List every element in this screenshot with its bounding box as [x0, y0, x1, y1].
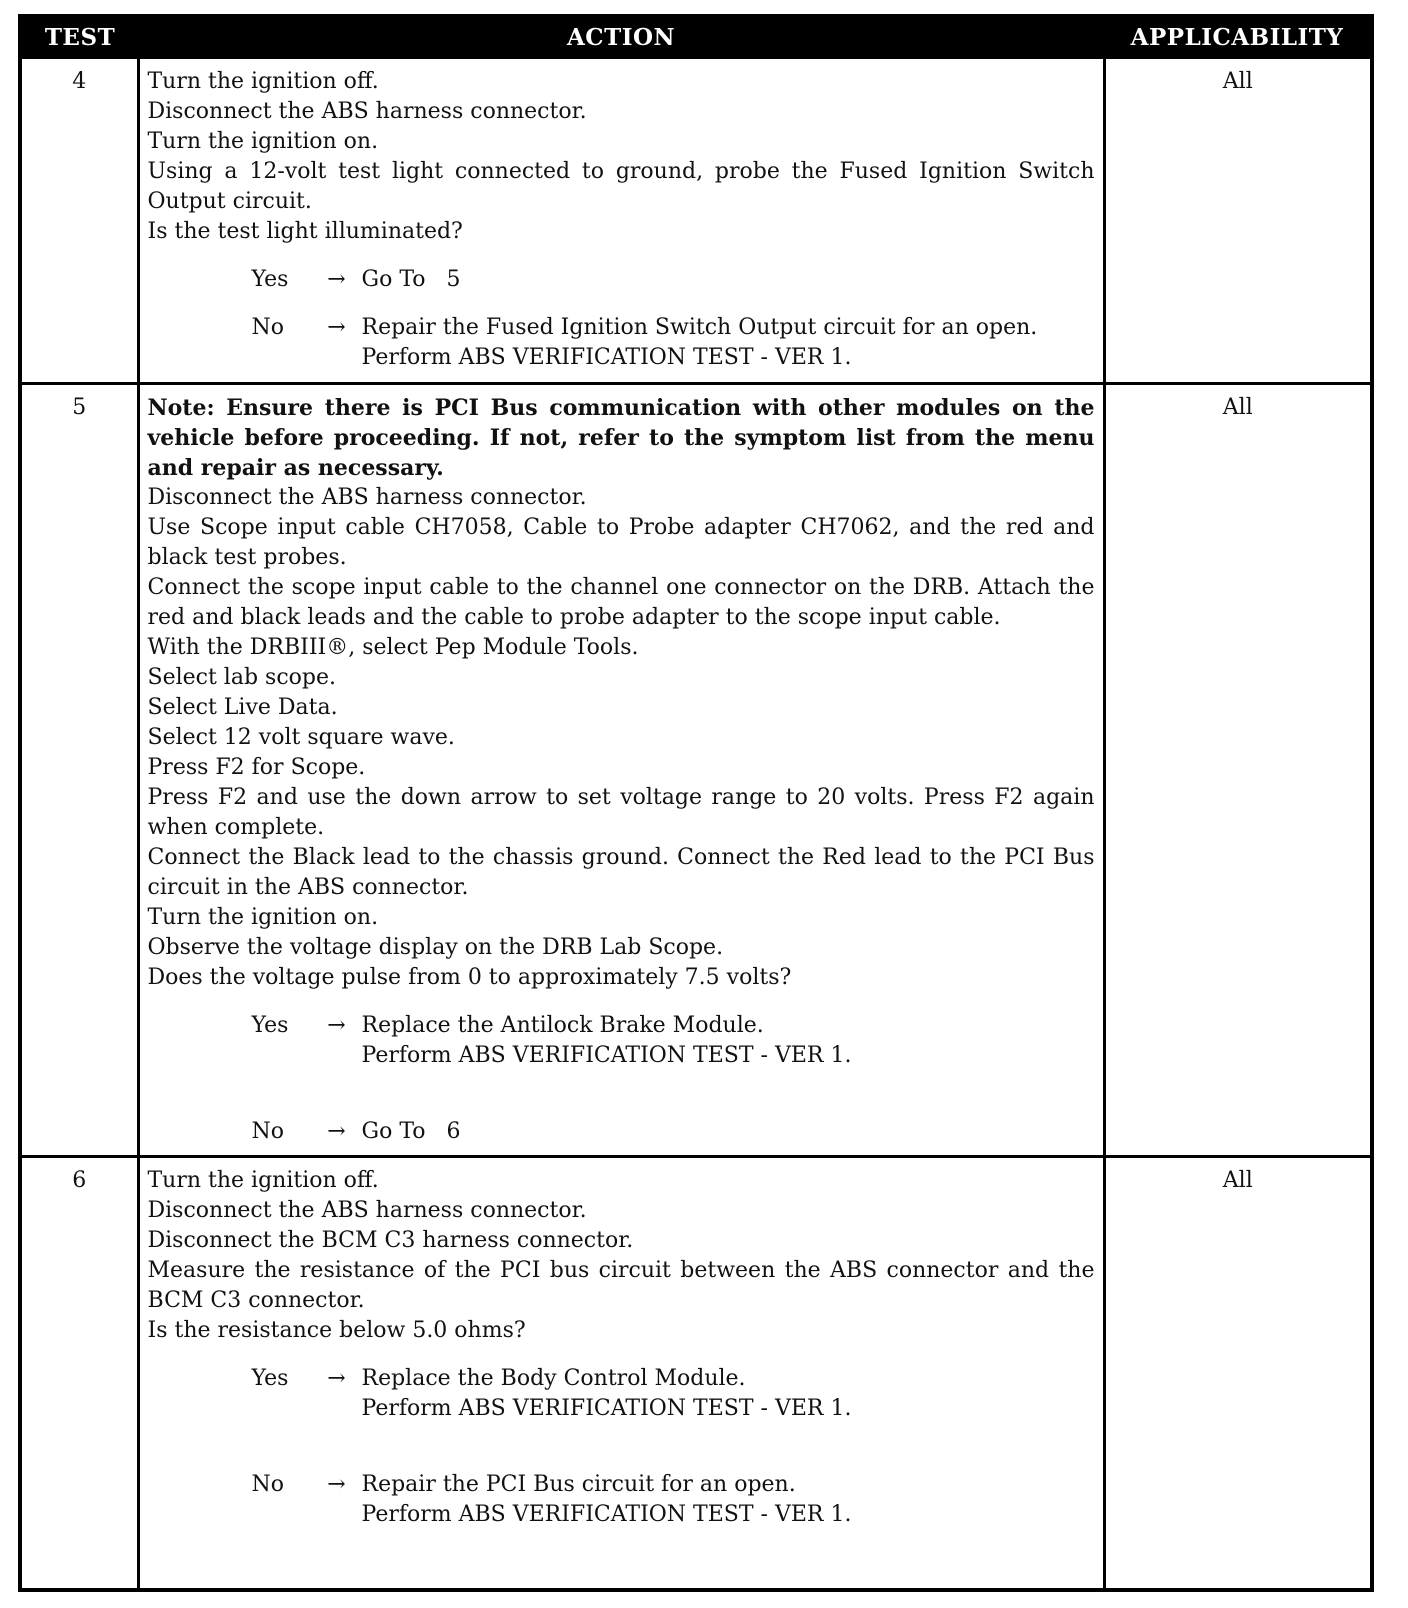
table-row-test-4 — [22, 58, 1370, 384]
action-cell — [138, 58, 1104, 384]
action-cell — [138, 384, 1104, 1157]
right-arrow-icon: → — [327, 1366, 346, 1391]
action-step: Using a 12-volt test light connected to ground, probe the Fused Ignition Switch Output circuit. — [147, 159, 1095, 214]
action-step: Connect the scope input cable to the channel one connector on the DRB. Attach the red and black leads and the cable to probe adapter to the scope input cable. — [147, 575, 1095, 630]
diagnostic-table-frame — [18, 14, 1374, 1592]
action-cell — [138, 1157, 1104, 1589]
header-applicability: APPLICABILITY — [1104, 18, 1370, 58]
action-step: Disconnect the ABS harness connector. — [147, 1198, 587, 1223]
table-row-test-6 — [22, 1157, 1370, 1589]
yes-label: Yes — [251, 1366, 289, 1391]
action-step: Disconnect the BCM C3 harness connector. — [147, 1228, 634, 1253]
outcome-line: Perform ABS VERIFICATION TEST - VER 1. — [361, 1043, 852, 1068]
no-result — [252, 313, 1095, 373]
yes-label: Yes — [251, 1013, 289, 1038]
yes-outcome — [362, 1364, 1095, 1424]
action-step: Use Scope input cable CH7058, Cable to Probe adapter CH7062, and the red and black test probes. — [147, 515, 1095, 570]
outcome-line: Go To 5 — [361, 267, 461, 292]
action-step: Turn the ignition on. — [147, 905, 379, 930]
right-arrow-icon: → — [327, 315, 346, 340]
outcome-line: Replace the Antilock Brake Module. — [361, 1013, 764, 1038]
outcome-line: Replace the Body Control Module. — [361, 1366, 746, 1391]
action-step: Select 12 volt square wave. — [147, 725, 455, 750]
no-outcome — [362, 1470, 1095, 1530]
test-number: 4 — [22, 58, 138, 384]
action-step: Turn the ignition on. — [147, 129, 379, 154]
action-step: Is the test light illuminated? — [147, 219, 463, 244]
action-step: Observe the voltage display on the DRB Lab Scope. — [147, 935, 724, 960]
note-text: Note: Ensure there is PCI Bus communication with other modules on the vehicle before proceeding. If not, refer to the symptom list from the menu and repair as necessary. — [147, 395, 1095, 481]
outcome-line: Perform ABS VERIFICATION TEST - VER 1. — [361, 345, 852, 370]
right-arrow-icon: → — [327, 1472, 346, 1497]
no-label: No — [251, 1472, 284, 1497]
action-step: Select Live Data. — [147, 695, 338, 720]
no-result — [252, 1117, 1095, 1147]
table-row-test-5 — [22, 384, 1370, 1157]
action-step: Select lab scope. — [147, 665, 336, 690]
no-label: No — [251, 315, 284, 340]
right-arrow-icon: → — [327, 267, 346, 292]
action-step: Turn the ignition off. — [147, 69, 379, 94]
action-step: Press F2 and use the down arrow to set voltage range to 20 volts. Press F2 again when complete. — [147, 785, 1095, 840]
outcome-line: Perform ABS VERIFICATION TEST - VER 1. — [361, 1396, 852, 1421]
no-result — [252, 1470, 1095, 1530]
applicability-value: All — [1104, 1157, 1370, 1589]
yes-result — [252, 1011, 1095, 1071]
outcome-line: Repair the PCI Bus circuit for an open. — [361, 1472, 796, 1497]
applicability-value: All — [1104, 58, 1370, 384]
header-action: ACTION — [138, 18, 1104, 58]
yes-result — [252, 265, 1095, 295]
applicability-value: All — [1104, 384, 1370, 1157]
right-arrow-icon: → — [327, 1119, 346, 1144]
yes-outcome — [362, 1011, 1095, 1071]
action-step: Disconnect the ABS harness connector. — [147, 99, 587, 124]
action-step: Is the resistance below 5.0 ohms? — [147, 1318, 526, 1343]
action-step: Turn the ignition off. — [147, 1168, 379, 1193]
no-outcome — [362, 313, 1095, 373]
outcome-line: Repair the Fused Ignition Switch Output circuit for an open. — [361, 315, 1038, 340]
outcome-line: Go To 6 — [361, 1119, 461, 1144]
action-step: Press F2 for Scope. — [147, 755, 366, 780]
yes-outcome — [362, 265, 1095, 295]
no-label: No — [251, 1119, 284, 1144]
diagnostic-table — [22, 18, 1370, 1588]
table-header-row — [22, 18, 1370, 58]
test-number: 6 — [22, 1157, 138, 1589]
header-test: TEST — [22, 18, 138, 58]
no-outcome — [362, 1117, 1095, 1147]
action-step: With the DRBIII®, select Pep Module Tools. — [147, 635, 639, 660]
action-step: Measure the resistance of the PCI bus circuit between the ABS connector and the BCM C3 connector. — [147, 1258, 1095, 1313]
test-number: 5 — [22, 384, 138, 1157]
action-step: Does the voltage pulse from 0 to approximately 7.5 volts? — [147, 965, 792, 990]
action-step: Connect the Black lead to the chassis ground. Connect the Red lead to the PCI Bus circuit in the ABS connector. — [147, 845, 1095, 900]
right-arrow-icon: → — [327, 1013, 346, 1038]
action-step: Disconnect the ABS harness connector. — [147, 485, 587, 510]
outcome-line: Perform ABS VERIFICATION TEST - VER 1. — [361, 1502, 852, 1527]
yes-result — [252, 1364, 1095, 1424]
yes-label: Yes — [251, 267, 289, 292]
